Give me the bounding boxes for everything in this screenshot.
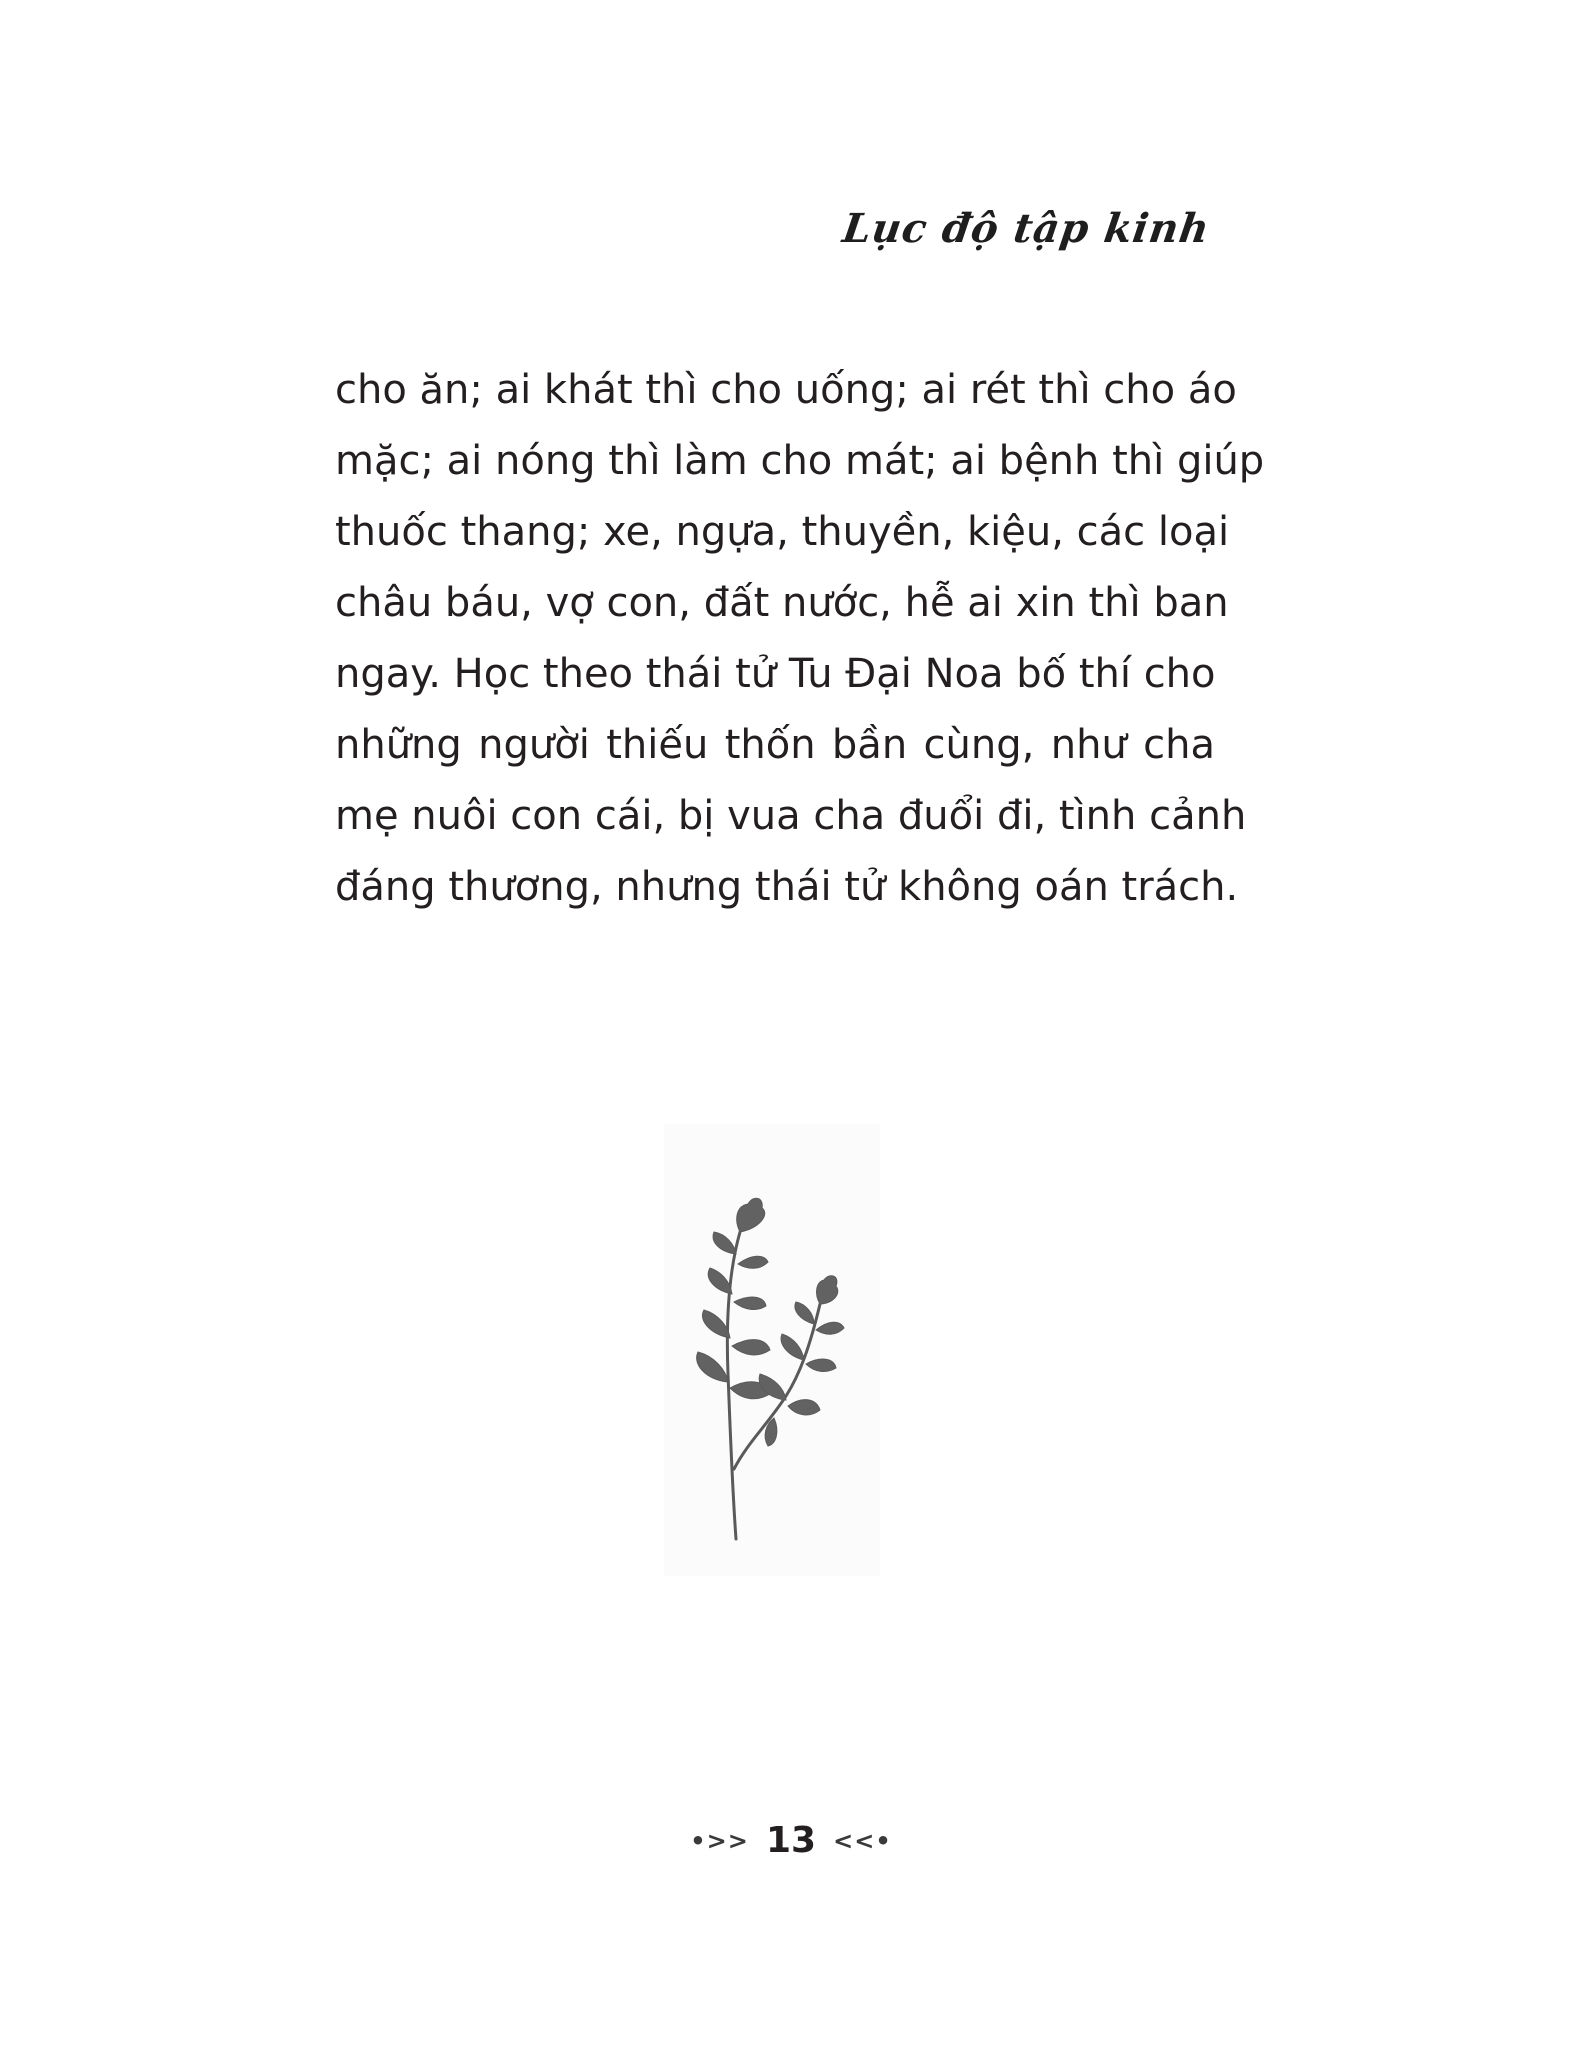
left-ornament: •>> [690,1826,749,1855]
body-line: mẹ nuôi con cái, bị vua cha đuổi đi, tình cảnh [335,793,1247,839]
body-line: những người thiếu thốn bần cùng, như cha [335,722,1215,768]
page-footer [0,1820,1582,1861]
body-line: thuốc thang; xe, ngựa, thuyền, kiệu, các loại [335,509,1230,555]
leaf-sprig-icon [664,1124,880,1576]
right-ornament: <<• [833,1826,892,1855]
running-header-title: Lục độ tập kinh [839,205,1213,252]
body-line: cho ăn; ai khát thì cho uống; ai rét thì cho áo [335,367,1237,413]
page-number: 13 [765,1820,817,1861]
body-line: ngay. Học theo thái tử Tu Đại Noa bố thí cho [335,651,1216,697]
body-paragraph [335,355,1265,923]
body-line: châu báu, vợ con, đất nước, hễ ai xin thì ban [335,580,1229,626]
body-line-last: đáng thương, nhưng thái tử không oán trách. [335,864,1239,910]
body-line: mặc; ai nóng thì làm cho mát; ai bệnh thì giúp [335,438,1265,484]
